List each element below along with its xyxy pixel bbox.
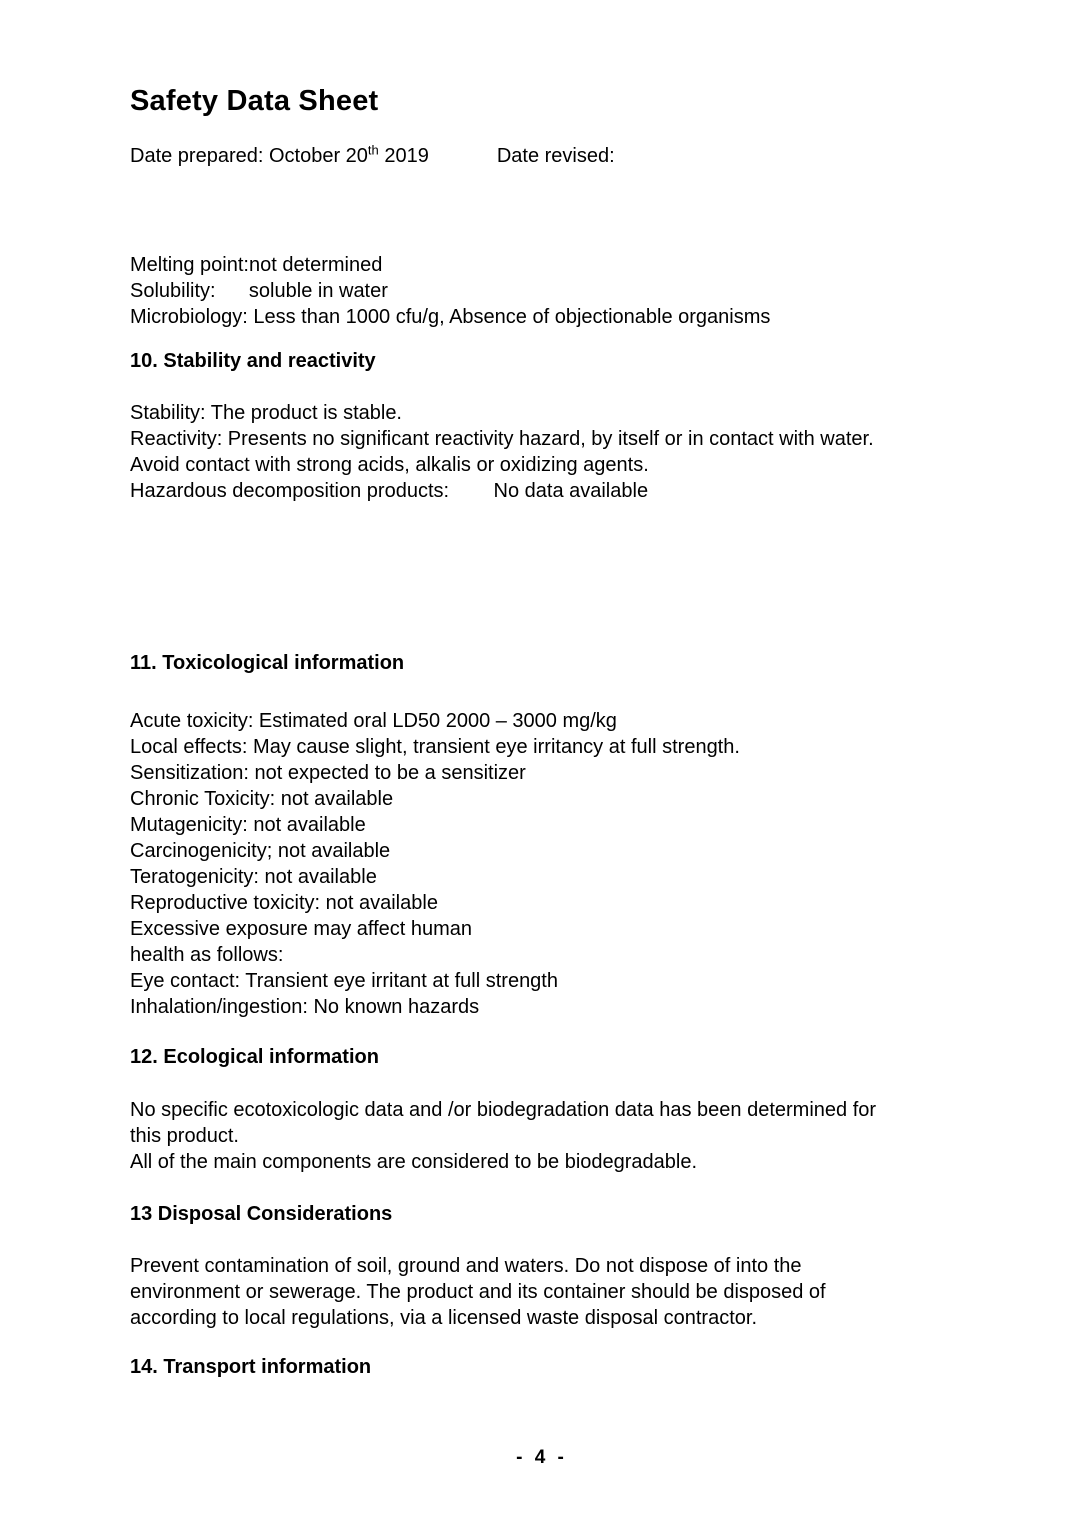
solubility-line: Solubility: soluble in water — [130, 280, 388, 302]
section-stability-reactivity — [130, 348, 1000, 504]
health-follows-line: health as follows: — [130, 944, 284, 966]
date-ordinal-superscript: th — [367, 142, 379, 158]
mutagenicity-line: Mutagenicity: not available — [130, 814, 366, 836]
disposal-line-2: environment or sewerage. The product and its container should be disposed of — [130, 1281, 826, 1303]
section-toxicological-information — [130, 650, 1000, 1020]
section-body-10 — [130, 400, 1000, 504]
teratogenicity-line: Teratogenicity: not available — [130, 866, 377, 888]
avoid-contact-line: Avoid contact with strong acids, alkalis or oxidizing agents. — [130, 454, 649, 476]
sensitization-line: Sensitization: not expected to be a sensitizer — [130, 762, 526, 784]
disposal-line-3: according to local regulations, via a licensed waste disposal contractor. — [130, 1307, 758, 1329]
ecotoxicologic-line-1: No specific ecotoxicologic data and /or biodegradation data has been determined for — [130, 1099, 877, 1121]
page-title: Safety Data Sheet — [130, 85, 379, 117]
melting-point-line: Melting point:not determined — [130, 254, 383, 276]
section-heading-12: 12. Ecological information — [130, 1046, 379, 1068]
microbiology-line: Microbiology: Less than 1000 cfu/g, Absence of objectionable organisms — [130, 306, 771, 328]
hazardous-decomposition-line: Hazardous decomposition products: No data available — [130, 480, 649, 502]
section-body-11 — [130, 708, 1000, 1020]
chronic-toxicity-line: Chronic Toxicity: not available — [130, 788, 394, 810]
biodegradable-line: All of the main components are considered to be biodegradable. — [130, 1151, 698, 1173]
section-ecological-information — [130, 1044, 1000, 1175]
section-heading-10: 10. Stability and reactivity — [130, 350, 376, 372]
section-heading-11: 11. Toxicological information — [130, 652, 405, 674]
page-number: - 4 - — [516, 1447, 564, 1468]
ecotoxicologic-line-2: this product. — [130, 1125, 239, 1147]
date-line — [130, 143, 1000, 169]
section-transport-information — [130, 1354, 1000, 1380]
eye-contact-line: Eye contact: Transient eye irritant at full strength — [130, 970, 558, 992]
reproductive-toxicity-line: Reproductive toxicity: not available — [130, 892, 438, 914]
reactivity-line: Reactivity: Presents no significant reactivity hazard, by itself or in contact with water. — [130, 428, 874, 450]
date-prepared-label: Date prepared: October 20 — [130, 145, 368, 167]
section-heading-13: 13 Disposal Considerations — [130, 1203, 393, 1225]
excessive-exposure-line: Excessive exposure may affect human — [130, 918, 473, 940]
date-prepared-year: 2019 — [378, 145, 429, 167]
local-effects-line: Local effects: May cause slight, transient eye irritancy at full strength. — [130, 736, 740, 758]
date-revised-label: Date revised: — [496, 145, 615, 167]
inhalation-ingestion-line: Inhalation/ingestion: No known hazards — [130, 996, 480, 1018]
section-body-12 — [130, 1097, 1000, 1175]
section-body-13 — [130, 1253, 1000, 1331]
section-physical-properties — [130, 252, 1000, 330]
disposal-line-1: Prevent contamination of soil, ground and waters. Do not dispose of into the — [130, 1255, 802, 1277]
acute-toxicity-line: Acute toxicity: Estimated oral LD50 2000 – 3000 mg/kg — [130, 710, 617, 732]
stability-line: Stability: The product is stable. — [130, 402, 402, 424]
carcinogenicity-line: Carcinogenicity; not available — [130, 840, 391, 862]
section-disposal-considerations — [130, 1201, 1000, 1331]
section-heading-14: 14. Transport information — [130, 1356, 372, 1378]
